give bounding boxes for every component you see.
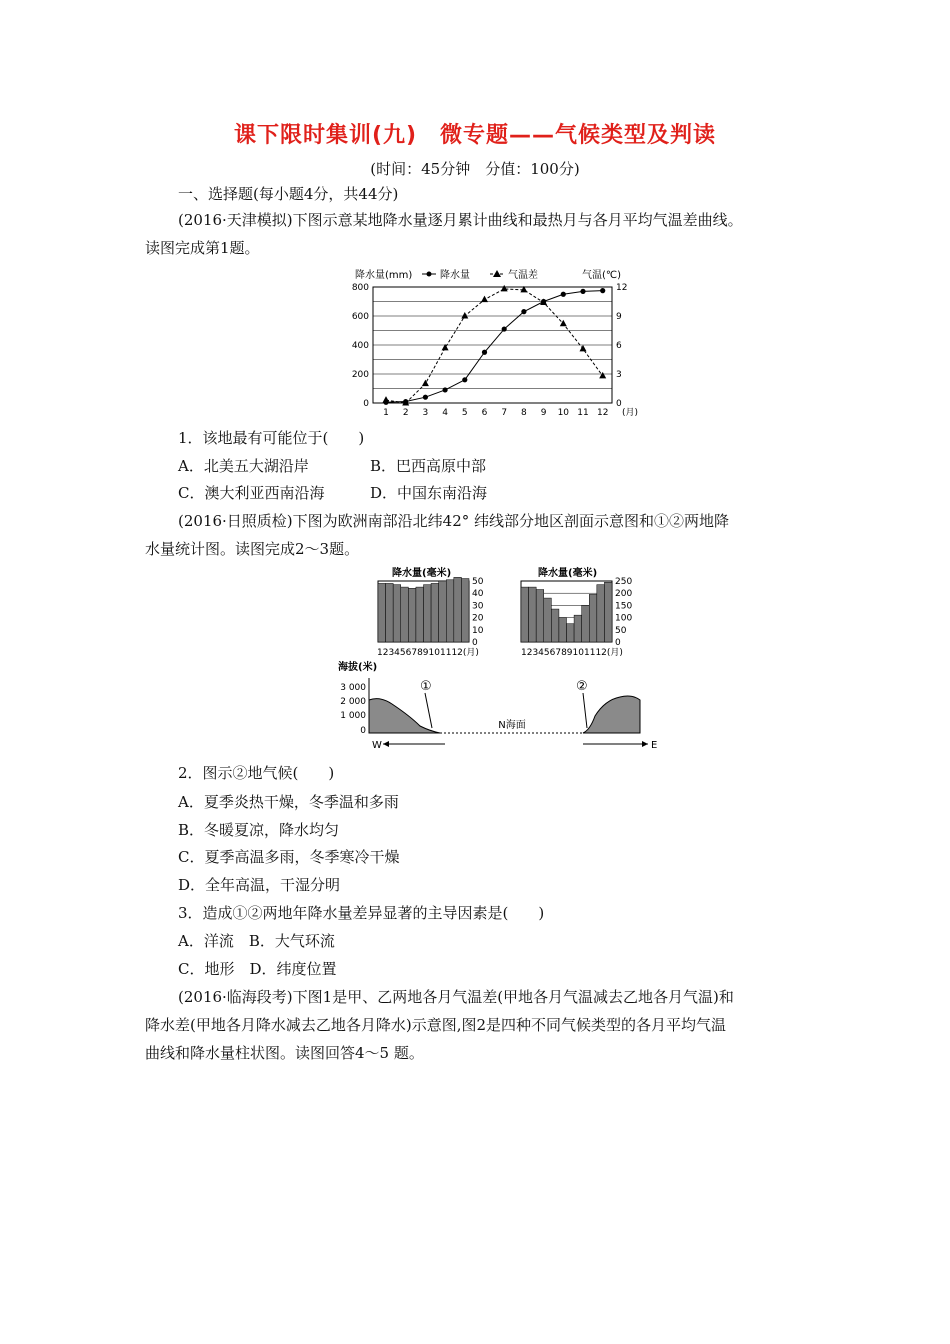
chart1-month-tick: 10 [557,408,570,418]
intro3-line3: 曲线和降水量柱状图。读图回答4～5 题。 [145,1044,424,1062]
intro3-line1: (2016·临海段考)下图1是甲、乙两地各月气温差(甲地各月气温减去乙地各月气温)和 [178,988,734,1006]
chart1-month-tick: 11 [577,408,589,418]
point-1-label: ① [420,679,432,694]
bar2-bar [597,585,605,642]
chart1-month-tick: 6 [481,408,488,418]
bar2-bar [521,587,529,642]
legend-precip-label: 降水量 [440,270,470,281]
temp-diff-point [383,396,390,403]
bar1-tick: 10 [472,625,484,636]
bar1-tick: 50 [472,577,484,587]
legend-temp-label: 气温差 [508,270,538,281]
bar1-bar [378,583,386,642]
east-arrowhead [642,741,648,747]
chart1-month-tick: 5 [461,408,468,418]
chart1-left-tick: 400 [351,341,369,351]
point-2-label: ② [576,679,588,694]
bar1-bar [461,579,469,642]
precip-point [580,289,585,294]
intro2-line1: (2016·日照质检)下图为欧洲南部沿北纬42° 纬线部分地区剖面示意图和①②两地降 [178,512,730,530]
temp-diff-point [501,285,508,292]
bar2-bar [574,615,582,642]
chart1-right-tick: 6 [616,341,622,351]
precip-point [561,292,566,297]
alt-tick-0: 0 [360,726,366,736]
intro1-line1: (2016·天津模拟)下图示意某地降水量逐月累计曲线和最热月与各月平均气温差曲线。 [178,211,743,229]
chart1-grid [373,287,612,403]
bar1-bar [424,585,432,642]
bar2-tick: 150 [615,601,633,612]
chart1-month-unit: (月) [622,408,639,418]
bar1-bar [401,587,409,642]
precip-point [423,395,428,400]
chart1-y-left-label: 降水量(mm) [355,270,413,281]
chart2 [330,560,670,755]
q2-option-c: C．夏季高温多雨，冬季寒冷干燥 [178,848,400,866]
chart1-right-tick: 0 [616,399,622,409]
chart1-right-tick: 3 [616,370,622,380]
bar1-bar [408,588,416,642]
q2-stem: 2．图示②地气候( ) [178,764,335,782]
bar1-tick: 40 [472,589,484,600]
q3-stem: 3．造成①②两地年降水量差异显著的主导因素是( ) [178,904,545,922]
bar1-bar [446,580,454,642]
temp-diff-point [481,296,488,303]
temp-diff-point [422,380,429,387]
chart1-month-tick: 4 [442,408,448,418]
intro2-line2: 水量统计图。读图完成2～3题。 [145,540,360,558]
bar1-tick: 20 [472,613,484,624]
page-title: 课下限时集训(九) 微专题——气候类型及判读 [233,123,717,148]
chart1-left-tick: 200 [351,370,369,380]
chart1-y-right-label: 气温(℃) [582,270,622,281]
bar2-month-axis: 123456789101112(月) [521,648,623,658]
temp-diff-point [461,312,468,319]
bar2-tick: 100 [615,613,633,624]
q3-options-cd: C．地形 D．纬度位置 [178,960,337,978]
q1-option-d: D．中国东南沿海 [370,484,488,502]
q2-option-a: A．夏季炎热干燥，冬季温和多雨 [178,793,399,811]
bar2-bar [544,598,552,642]
bar1-bar [431,583,439,642]
east-label: E [651,740,658,751]
bar1-bar [416,587,424,642]
chart1-month-tick: 2 [402,408,409,418]
intro1-line2: 读图完成第1题。 [145,239,260,257]
alt-tick-2000: 2 000 [340,697,366,707]
sea-label: N海面 [498,720,526,731]
q1-option-a: A．北美五大湖沿岸 [178,457,309,475]
bar2-title: 降水量(毫米) [538,568,598,579]
altitude-label: 海拔(米) [338,662,378,673]
bar2-bar [529,587,537,642]
bar1-bar [386,583,394,642]
precip-point [443,387,448,392]
bar2-bar [551,609,559,642]
q1-option-c: C．澳大利亚西南沿海 [178,484,325,502]
chart1-month-tick: 12 [596,408,609,418]
chart1-ticks [352,283,628,418]
bar1-tick: 0 [472,638,478,648]
chart1-month-tick: 3 [422,408,429,418]
chart1-right-tick: 9 [616,312,622,322]
bar2-tick: 250 [615,577,633,587]
section-heading: 一、选择题(每小题4分，共44分) [178,185,399,203]
q1-option-b: B．巴西高原中部 [370,457,487,475]
precip-point [462,377,467,382]
bar1-month-axis: 123456789101112(月) [377,648,479,658]
q3-options-ab: A．洋流 B．大气环流 [178,932,335,950]
q2-option-d: D．全年高温，干湿分明 [178,876,341,894]
chart1-left-tick: 800 [351,283,369,293]
chart1-month-tick: 9 [540,408,547,418]
bar2-bar [536,590,544,642]
chart1-month-tick: 8 [521,408,527,418]
chart1-left-tick: 600 [351,312,369,322]
alt-tick-3000: 3 000 [340,683,366,693]
bar2-bar [589,594,597,642]
q2-option-b: B．冬暖夏凉，降水均匀 [178,821,340,839]
bar1-tick: 30 [472,601,484,612]
bar1-bar [439,581,447,642]
precip-series-line [386,291,603,403]
bar1-bar [454,577,462,642]
bar2-bar [604,582,612,642]
temp-diff-series-line [386,289,603,403]
point-1-pointer [425,693,432,728]
chart1-month-tick: 7 [501,408,508,418]
bar2-tick: 0 [615,638,621,648]
bar2-tick: 50 [615,625,627,636]
legend-precip-marker [427,272,432,277]
temp-diff-point [580,345,587,352]
q1-stem: 1．该地最有可能位于( ) [178,429,365,447]
alt-tick-1000: 1 000 [340,711,366,721]
chart1-month-tick: 1 [383,408,389,418]
precip-point [502,326,507,331]
bar1-bar [393,585,401,642]
page-subtitle: (时间：45分钟 分值：100分) [370,160,580,178]
legend-temp-marker [493,270,501,277]
bar-chart-2 [521,577,632,648]
west-label: W [372,740,382,751]
bar2-bar [559,618,567,642]
chart1 [340,262,640,422]
precip-point [521,309,526,314]
west-arrowhead [383,741,389,747]
bar2-bar [567,624,575,642]
east-mountain [583,696,640,733]
chart1-right-tick: 12 [616,283,628,293]
precip-point [482,350,487,355]
bar1-title: 降水量(毫米) [392,568,452,579]
intro3-line2: 降水差(甲地各月降水减去乙地各月降水)示意图,图2是四种不同气候类型的各月平均气温 [145,1016,727,1034]
bar2-bar [582,605,590,642]
bar-chart-1 [378,577,484,648]
point-2-pointer [583,693,587,728]
precip-point [600,288,605,293]
bar2-tick: 200 [615,589,633,600]
chart1-left-tick: 0 [363,399,369,409]
